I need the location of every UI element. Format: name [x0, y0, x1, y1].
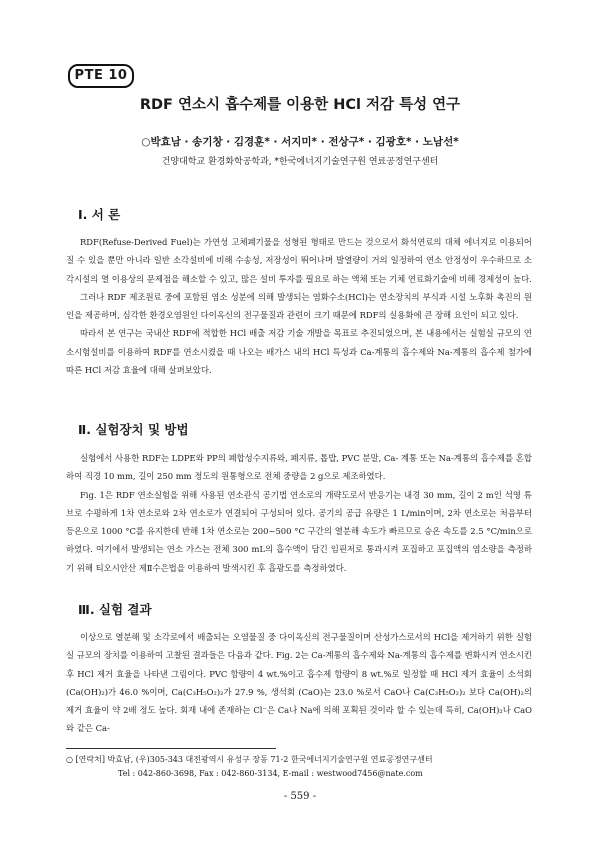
paragraph: 이상으로 열분해 및 소각로에서 배출되는 오염물질 중 다이옥신의 전구물질이며 산성가스로서의 HCl을 제거하기 위한 실험실 규모의 장치를 이용하여 고찰된 결과들은 다음과 같다. Fig. 2는 Ca-계통의 흡수제와 Na-계통의 흡수제를 변화시켜 연소시킨 후 HCl 제거 효율을 나타낸 그림이다. PVC 함량이 4 wt.%이고 흡수제 함량이 8 wt.%로 일정할 때 HCl 제거 효율이 소석회 (Ca(OH)₂)가 46.0 %이며, Ca(C₃H₅O₂)₂가 27.9 %, 생석회 (CaO)는 23.0 %로서 CaO나 Ca(C₃H₅O₂)₂ 보다 Ca(OH)₂의 제거 효율이 약 2배 정도 높다. 회재 내에 존재하는 Cl⁻은 Ca나 Na에 의해 포획된 것이라 할 수 있는데 특히, Ca(OH)₂나 CaO와 같은 Ca-	[66, 632, 532, 734]
section-body-results	[66, 628, 532, 738]
session-tag: PTE 10	[68, 64, 134, 88]
section-body-introduction	[66, 233, 532, 379]
affiliation: 건양대학교 환경화학공학과, *한국에너지기술연구원 연료공정연구센터	[161, 157, 439, 167]
author-list: ○박효남 · 송기창 · 김경훈* · 서지미* · 전상구* · 김광호* · 노남선*	[141, 136, 459, 148]
footnote-phone-line: Tel : 042-860-3698, Fax : 042-860-3134, E-mail : westwood7456@nate.com	[118, 769, 423, 778]
page-number: - 559 -	[283, 791, 317, 802]
paragraph: 그러나 RDF 제조원료 중에 포함된 염소 성분에 의해 발생되는 염화수소(HCl)는 연소장치의 부식과 시설 노후화 촉진의 원인을 제공하며, 심각한 환경오염원인 다이옥신의 전구물질과 관련이 크기 때문에 RDF의 실용화에 큰 장해 요인이 되고 있다.	[66, 291, 532, 321]
paper-title: RDF 연소시 흡수제를 이용한 HCl 저감 특성 연구	[139, 97, 461, 113]
paragraph: Fig. 1은 RDF 연소실험을 위해 사용된 연소관식 공기법 연소로의 개략도로서 반응기는 내경 30 mm, 길이 2 m인 석영 튜브로 수평하게 1차 연소로와 2차 연소로가 연결되어 구성되어 있다. 공기의 공급 유량은 1 L/min이며, 2차 연소로는 처음부터 등온으로 1000 °C를 유지한데 반해 1차 연소로는 200~500 °C 구간의 열분해 속도가 빠르므로 승온 속도를 2.5 °C/min으로 하였다. 여기에서 발생되는 연소 가스는 전체 300 mL의 흡수액이 담긴 임핀저로 통과시켜 포집하고 포집액의 염소량을 측정하기 위해 티오시안산 제Ⅱ수은법을 이용하여 발색시킨 후 흡광도를 측정하였다.	[66, 489, 532, 573]
paragraph: 실험에서 사용한 RDF는 LDPE와 PP의 폐합성수지류와, 폐지류, 톱밥, PVC 분말, Ca- 계통 또는 Na-계통의 흡수제를 혼합하여 직경 10 mm, 길이 250 mm 정도의 원통형으로 전체 중량을 2 g으로 제조하였다.	[66, 453, 532, 482]
footnote-divider	[66, 748, 276, 749]
paragraph: 따라서 본 연구는 국내산 RDF에 적합한 HCl 배출 저감 기술 개발을 목표로 추진되었으며, 본 내용에서는 실험실 규모의 연소시험설비를 이용하여 RDF를 연소시켰을 때 나오는 배가스 내의 HCl 특성과 Ca-계통의 흡수제와 Na-계통의 흡수제 첨가에 따른 HCl 저감 효율에 대해 살펴보았다.	[66, 328, 532, 376]
section-body-methods	[66, 449, 532, 577]
contact-footnote	[66, 753, 536, 781]
section-title-methods: Ⅱ. 실험장치 및 방법	[78, 422, 189, 437]
section-title-results: Ⅲ. 실험 결과	[78, 602, 152, 617]
paragraph: RDF(Refuse-Derived Fuel)는 가연성 고체폐기물을 성형된 형태로 만드는 것으로서 화석연료의 대체 에너지로 이용되어질 수 있을 뿐만 아니라 일반 소각설비에 비해 수송성, 저장성이 뛰어나며 발열량이 거의 일정하여 연소 안정성이 우수하므로 소각시설의 열 이용상의 문제점을 해소할 수 있고, 많은 설비 투자를 필요로 하는 액체 또는 기체 연료화기술에 비해 경제성이 높다.	[66, 237, 532, 284]
section-title-introduction: Ⅰ. 서 론	[78, 207, 121, 222]
footnote-contact-line: ○ [연락처] 박효남, (우)305-343 대전광역시 유성구 장동 71-2 한국에너지기술연구원 연료공정연구센터	[66, 755, 433, 764]
